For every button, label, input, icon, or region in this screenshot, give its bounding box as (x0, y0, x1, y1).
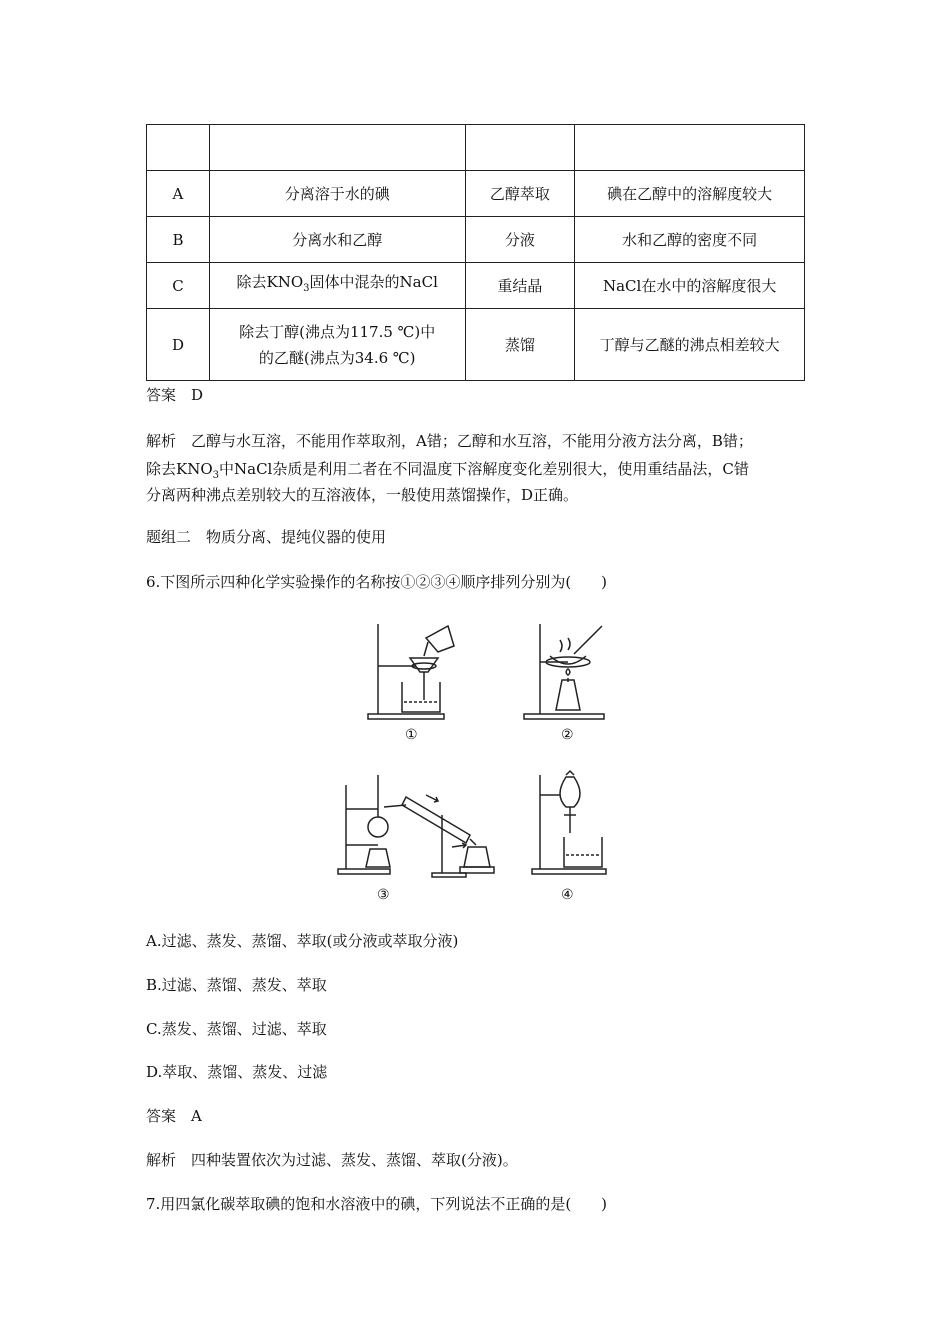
reason-cell: 丁醇与乙醚的沸点相差较大 (575, 309, 805, 381)
group-title: 题组二 物质分离、提纯仪器的使用 (146, 528, 387, 546)
q6-option-a: A.过滤、蒸发、蒸馏、萃取(或分液或萃取分液) (146, 932, 459, 950)
q5-analysis-line3: 分离两种沸点差别较大的互溶液体，一般使用蒸馏操作，D正确。 (146, 486, 579, 504)
q5-analysis-line2 (146, 458, 749, 481)
figure-label-1: ① (405, 727, 418, 743)
reason-cell: 碘在乙醇中的溶解度较大 (575, 171, 805, 217)
subscript: 3 (212, 470, 220, 481)
option-letter: C (147, 263, 210, 309)
purpose-cell (209, 263, 465, 309)
option-letter: D (147, 309, 210, 381)
method-cell: 蒸馏 (465, 309, 575, 381)
separatory-funnel-figure (530, 765, 610, 880)
analysis-text: 除去KNO (146, 460, 213, 478)
purpose-line: 的乙醚(沸点为34.6 ℃) (258, 348, 416, 367)
header-cell (465, 125, 575, 171)
purpose-cell: 分离溶于水的碘 (209, 171, 465, 217)
figure-label-3: ③ (377, 887, 390, 903)
q5-answer: 答案 D (146, 386, 204, 404)
purpose-text: 固体中混杂的NaCl (309, 273, 438, 291)
analysis-text: 中NaCl杂质是利用二者在不同温度下溶解度变化差别很大，使用重结晶法，C错 (219, 460, 749, 478)
purpose-cell (209, 309, 465, 381)
purpose-text: 除去KNO (236, 273, 304, 291)
table-row (147, 171, 805, 217)
table-header-row (147, 125, 805, 171)
table-row (147, 309, 805, 381)
table-row (147, 263, 805, 309)
distillation-apparatus-figure (336, 765, 506, 880)
q6-option-d: D.萃取、蒸馏、蒸发、过滤 (146, 1063, 328, 1081)
filtration-apparatus-figure (366, 620, 466, 725)
purpose-cell: 分离水和乙醇 (209, 217, 465, 263)
q6-stem: 6.下图所示四种化学实验操作的名称按①②③④顺序排列分别为( ) (146, 573, 608, 591)
q6-option-c: C.蒸发、蒸馏、过滤、萃取 (146, 1020, 327, 1038)
q6-option-b: B.过滤、蒸馏、蒸发、萃取 (146, 976, 327, 994)
option-letter: A (147, 171, 210, 217)
method-cell: 重结晶 (465, 263, 575, 309)
method-cell: 乙醇萃取 (465, 171, 575, 217)
subscript: 3 (303, 283, 310, 294)
q7-stem: 7.用四氯化碳萃取碘的饱和水溶液中的碘，下列说法不正确的是( ) (146, 1195, 608, 1213)
reason-cell: 水和乙醇的密度不同 (575, 217, 805, 263)
header-cell (575, 125, 805, 171)
reason-cell: NaCl在水中的溶解度很大 (575, 263, 805, 309)
options-table (146, 124, 805, 381)
q6-answer: 答案 A (146, 1107, 202, 1125)
evaporation-apparatus-figure (522, 620, 612, 725)
q6-analysis: 解析 四种装置依次为过滤、蒸发、蒸馏、萃取(分液)。 (146, 1151, 518, 1169)
figure-label-4: ④ (561, 887, 574, 903)
q5-analysis-line1: 解析 乙醇与水互溶，不能用作萃取剂，A错；乙醇和水互溶，不能用分液方法分离，B错； (146, 432, 753, 450)
header-cell (209, 125, 465, 171)
option-letter: B (147, 217, 210, 263)
figure-label-2: ② (561, 727, 574, 743)
purpose-line: 除去丁醇(沸点为117.5 ℃)中 (239, 322, 436, 341)
method-cell: 分液 (465, 217, 575, 263)
header-cell (147, 125, 210, 171)
table-row (147, 217, 805, 263)
